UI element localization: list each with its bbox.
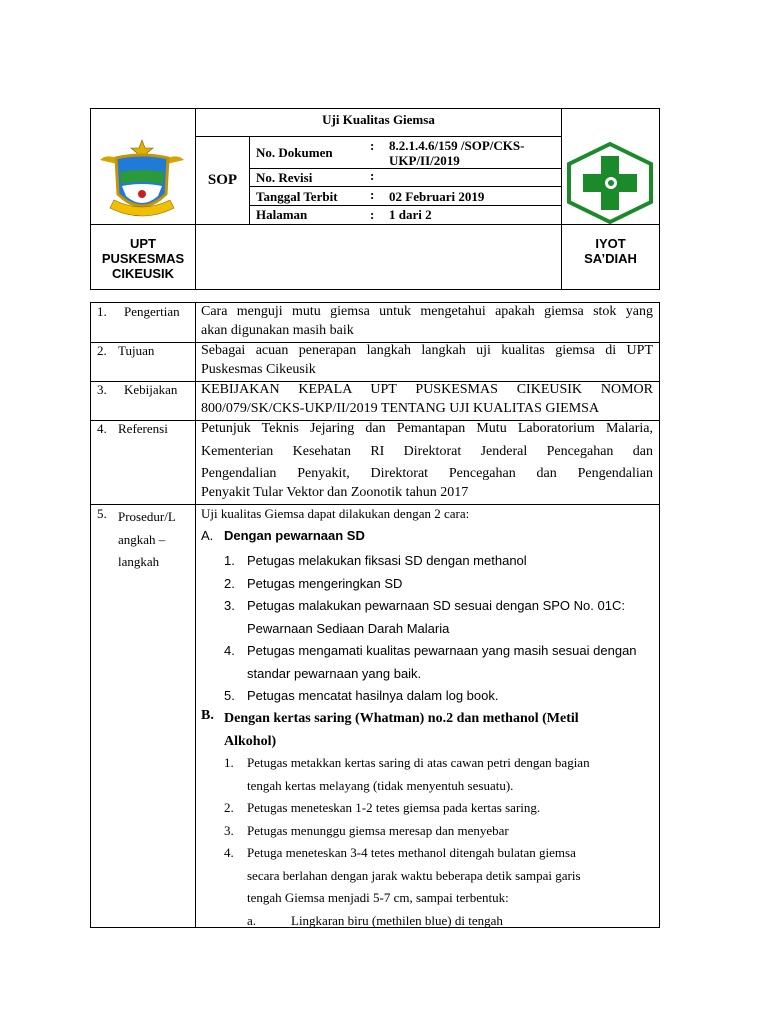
section-label: Referensi (118, 421, 168, 436)
section-number: 1. (97, 304, 107, 319)
step-number: 3. (224, 822, 234, 838)
section-line: KEBIJAKAN KEPALA UPT PUSKESMAS CIKEUSIK NOMOR (201, 382, 653, 397)
subsection-title: Dengan pewarnaan SD (224, 528, 365, 543)
field-value-tanggal-terbit: 02 Februari 2019 (389, 189, 485, 204)
org-name-line: CIKEUSIK (111, 266, 175, 281)
step-number: 2. (224, 800, 234, 815)
list-item (224, 595, 654, 640)
step-number: 2. (224, 575, 235, 591)
sub-step-letter: a. (247, 912, 257, 928)
step-text: Petugas metakkan kertas saring di atas cawan petri dengan bagian (247, 755, 590, 770)
section-number: 4. (97, 421, 107, 436)
field-colon: : (370, 168, 375, 183)
section-label-line: angkah – (118, 531, 166, 547)
section-line: Sebagai acuan penerapan langkah langkah uji kualitas giemsa di UPT (201, 343, 653, 358)
procedure-intro: Uji kualitas Giemsa dapat dilakukan dengan 2 cara: (201, 506, 470, 521)
field-label-tanggal-terbit: Tanggal Terbit (256, 189, 338, 204)
list-item (224, 685, 654, 708)
field-colon: : (370, 138, 375, 153)
field-value-no-dokumen: 8.2.1.4.6/159 /SOP/CKS- (389, 138, 525, 153)
section-number: 3. (97, 382, 107, 397)
section-label (118, 506, 176, 574)
field-value-halaman: 1 dari 2 (389, 207, 432, 222)
step-number: 3. (224, 598, 235, 613)
head-name-line: IYOT (595, 236, 626, 251)
section-line: Petunjuk Teknis Jejaring dan Pemantapan Mutu Laboratorium Malaria, (201, 421, 653, 436)
subsection-title-line: Dengan kertas saring (Whatman) no.2 dan methanol (Metil (224, 711, 579, 726)
step-text: Petugas mengeringkan SD (247, 575, 403, 591)
field-label-no-revisi: No. Revisi (256, 170, 313, 185)
step-text: Petugas malakukan pewarnaan SD sesuai dengan SPO No. 01C: (247, 598, 625, 613)
section-number: 2. (97, 343, 107, 358)
step-number: 4. (224, 643, 235, 658)
sop-label: SOP (207, 172, 238, 188)
section-label: Pengertian (124, 304, 180, 319)
step-text: secara berlahan dengan jarak waktu beberapa detik sampai garis (247, 867, 581, 883)
section-label: Tujuan (118, 343, 155, 358)
list-item (224, 573, 654, 596)
section-line: akan digunakan masih baik (201, 322, 354, 338)
step-number: 4. (224, 845, 234, 860)
green-cross-puskesmas-icon (565, 142, 655, 224)
step-text: Petugas meneteskan 1-2 tetes giemsa pada kertas saring. (247, 800, 541, 815)
section-line: Pengendalian Penyakit, Direktorat Pencegahan dan Pengendalian (201, 466, 653, 481)
list-letter: B. (201, 708, 214, 723)
subsection-title-line: Alkohol) (224, 733, 277, 749)
step-number: 1. (224, 553, 235, 568)
field-label-halaman: Halaman (256, 207, 308, 222)
list-letter: A. (201, 528, 214, 543)
regional-emblem-icon (92, 138, 192, 222)
step-text: Pewarnaan Sediaan Darah Malaria (247, 620, 450, 636)
field-label-no-dokumen: No. Dokumen (256, 145, 333, 160)
step-number: 1. (224, 755, 234, 770)
step-list (224, 752, 654, 932)
list-item (224, 640, 654, 685)
section-label-line: langkah (118, 554, 160, 569)
section-body (201, 379, 653, 420)
head-name (562, 236, 659, 266)
list-item (224, 550, 654, 573)
step-text: Petugas melakukan fiksasi SD dengan methanol (247, 553, 527, 568)
head-name-line: SA’DIAH (584, 251, 637, 266)
list-item (224, 752, 654, 797)
section-body (201, 418, 653, 504)
field-value-no-dokumen-line2: UKP/II/2019 (389, 153, 460, 168)
section-line: Puskesmas Cikeusik (201, 361, 316, 377)
org-name (91, 236, 195, 281)
step-text: Petugas mencatat hasilnya dalam log book. (247, 688, 499, 703)
list-item (224, 910, 654, 933)
section-line: Penyakit Tular Vektor dan Zoonotik tahun 2017 (201, 484, 469, 500)
field-colon: : (370, 207, 375, 222)
step-text: standar pewarnaan yang baik. (247, 665, 422, 681)
document-title: Uji Kualitas Giemsa (322, 112, 435, 127)
section-label: Kebijakan (124, 382, 178, 397)
section-line: Cara menguji mutu giemsa untuk mengetahui apakah giemsa stok yang (201, 304, 653, 319)
sub-step-text: Lingkaran biru (methilen blue) di tengah (291, 912, 503, 928)
list-item (224, 820, 654, 843)
step-text: tengah Giemsa menjadi 5-7 cm, sampai terbentuk: (247, 890, 509, 905)
step-text: tengah kertas melayang (tidak menyentuh sesuatu). (247, 777, 514, 793)
step-list (224, 550, 654, 708)
org-name-line: UPT (130, 236, 156, 251)
section-line: 800/079/SK/CKS-UKP/II/2019 TENTANG UJI KUALITAS GIEMSA (201, 400, 600, 416)
step-text: Petugas mengamati kualitas pewarnaan yang masih sesuai dengan (247, 643, 637, 658)
section-line: Kementerian Kesehatan RI Direktorat Jenderal Pencegahan dan (201, 443, 653, 459)
section-body (201, 301, 653, 342)
org-name-line: PUSKESMAS (101, 251, 185, 266)
section-number: 5. (97, 506, 107, 521)
section-body (201, 340, 653, 381)
section-label-line: Prosedur/L (118, 509, 176, 524)
list-item (224, 797, 654, 820)
field-colon: : (370, 187, 375, 202)
step-number: 5. (224, 688, 235, 703)
list-item (224, 842, 654, 910)
step-text: Petuga meneteskan 3-4 tetes methanol ditengah bulatan giemsa (247, 845, 576, 860)
subsection-title (224, 708, 579, 753)
step-text: Petugas menunggu giemsa meresap dan menyebar (247, 822, 509, 838)
